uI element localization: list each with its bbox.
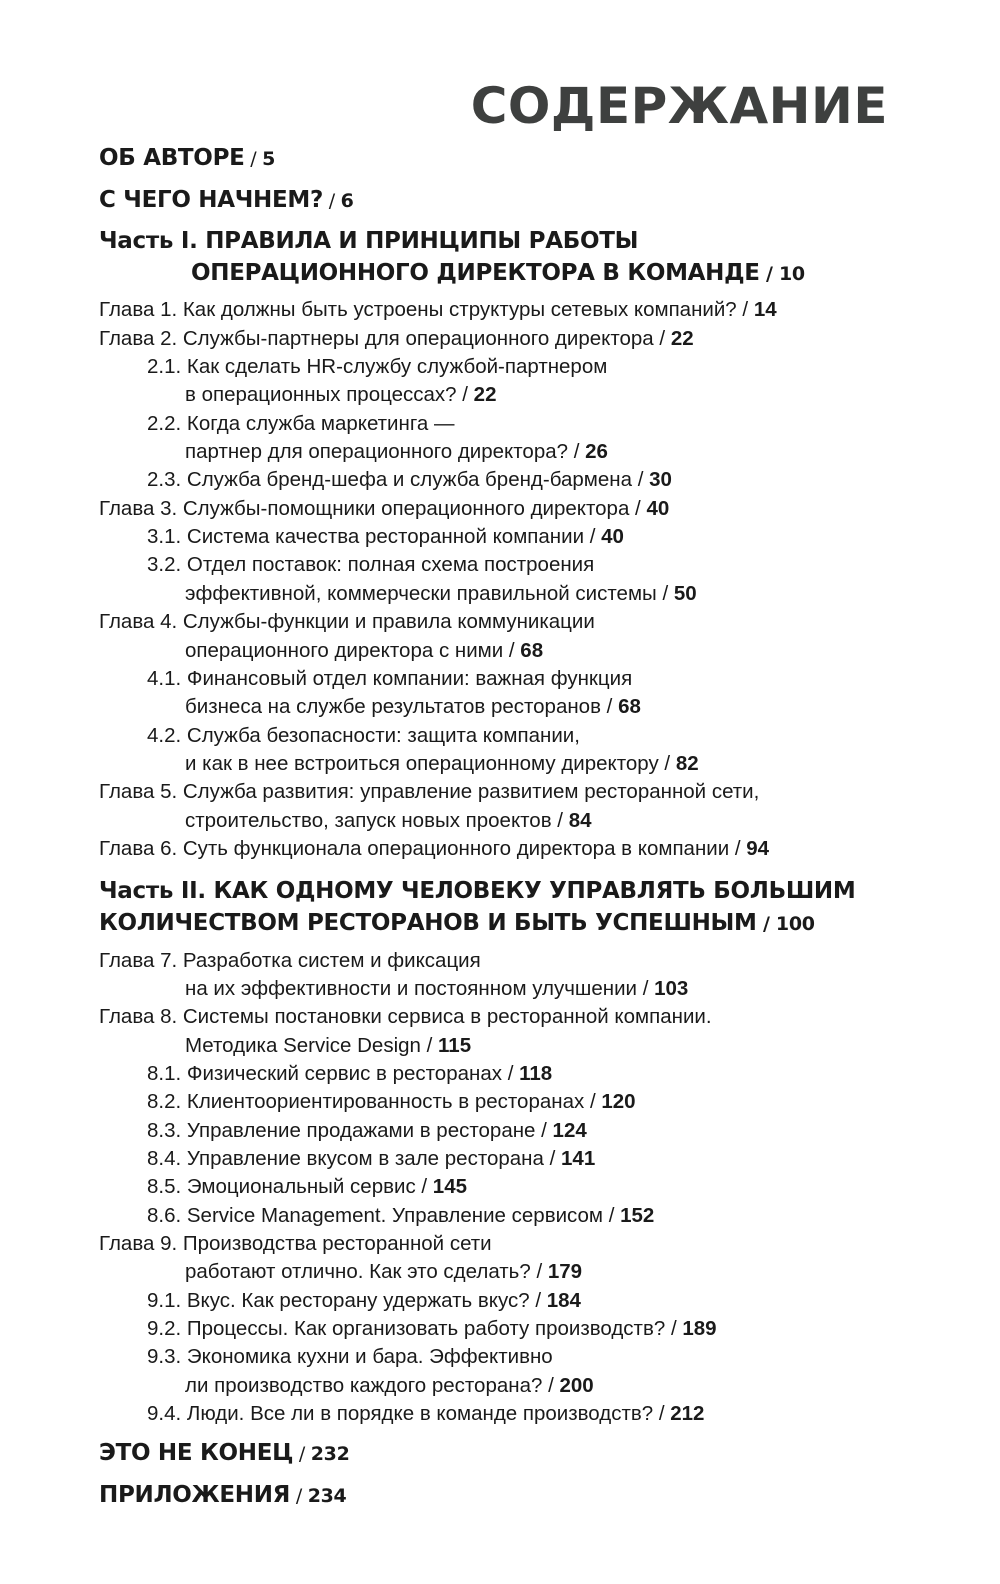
toc-chapter-2[interactable]: Глава 2. Службы-партнеры для операционного директора / 22 [99,327,694,350]
toc-section-4-1-cont[interactable]: бизнеса на службе результатов ресторанов / 68 [185,695,641,718]
toc-about-author[interactable]: ОБ АВТОРЕ / 5 [99,145,276,171]
toc-label: ОБ АВТОРЕ [99,145,245,171]
toc-section-9-2[interactable]: 9.2. Процессы. Как организовать работу производств? / 189 [147,1317,717,1340]
page-number: 152 [620,1204,655,1227]
toc-label: С ЧЕГО НАЧНЕМ? [99,187,324,213]
page-number: 234 [307,1485,347,1507]
page-number: 26 [585,440,608,463]
toc-section-9-4[interactable]: 9.4. Люди. Все ли в порядке в команде производств? / 212 [147,1402,705,1425]
toc-label: ЭТО НЕ КОНЕЦ [99,1440,294,1466]
toc-part-2-line-2[interactable]: КОЛИЧЕСТВОМ РЕСТОРАНОВ И БЫТЬ УСПЕШНЫМ / 100 [99,910,815,936]
toc-section-4-2-cont[interactable]: и как в нее встроиться операционному директору / 82 [185,752,699,775]
page-number: 120 [601,1090,636,1113]
toc-part-1-line-2[interactable]: ОПЕРАЦИОННОГО ДИРЕКТОРА В КОМАНДЕ / 10 [191,260,805,286]
page-number: 50 [673,582,697,605]
toc-section-8-4[interactable]: 8.4. Управление вкусом в зале ресторана / 141 [147,1147,596,1170]
page-number: 10 [779,263,805,285]
page-number: 118 [519,1062,553,1085]
toc-chapter-7-cont[interactable]: на их эффективности и постоянном улучшении / 103 [185,977,689,1000]
toc-section-8-5[interactable]: 8.5. Эмоциональный сервис / 145 [147,1175,468,1198]
toc-where-to-start[interactable]: С ЧЕГО НАЧНЕМ? / 6 [99,187,354,213]
toc-section-8-6[interactable]: 8.6. Service Management. Управление сервисом / 152 [147,1204,655,1227]
toc-chapter-9[interactable]: Глава 9. Производства ресторанной сети [99,1232,492,1255]
page-number: 124 [552,1119,587,1142]
toc-not-the-end[interactable]: ЭТО НЕ КОНЕЦ / 232 [99,1440,350,1466]
toc-part-1-line-1[interactable]: Часть I. ПРАВИЛА И ПРИНЦИПЫ РАБОТЫ [99,228,639,254]
page-number: 5 [262,148,276,170]
toc-section-4-2[interactable]: 4.2. Служба безопасности: защита компании, [147,724,580,747]
page-number: 100 [775,913,815,935]
toc-section-3-1[interactable]: 3.1. Система качества ресторанной компании / 40 [147,525,624,548]
page-number: 141 [561,1147,596,1170]
page-number: 68 [618,695,641,718]
toc-section-9-3-cont[interactable]: ли производство каждого ресторана? / 200 [185,1374,594,1397]
toc-label: ПРИЛОЖЕНИЯ [99,1482,291,1508]
toc-section-2-1-cont[interactable]: в операционных процессах? / 22 [185,383,497,406]
toc-section-2-3[interactable]: 2.3. Служба бренд-шефа и служба бренд-бармена / 30 [147,468,672,491]
toc-chapter-4-cont[interactable]: операционного директора с ними / 68 [185,639,544,662]
page-number: 94 [746,837,770,860]
page-number: 200 [559,1374,594,1397]
toc-chapter-1[interactable]: Глава 1. Как должны быть устроены структуры сетевых компаний? / 14 [99,298,777,321]
toc-section-2-2-cont[interactable]: партнер для операционного директора? / 26 [185,440,608,463]
toc-appendices[interactable]: ПРИЛОЖЕНИЯ / 234 [99,1482,347,1508]
toc-chapter-8-cont[interactable]: Методика Service Design / 115 [185,1034,472,1057]
page-number: 84 [568,809,592,832]
toc-section-9-3[interactable]: 9.3. Экономика кухни и бара. Эффективно [147,1345,553,1368]
page-number: 212 [670,1402,705,1425]
page-number: 232 [310,1443,350,1465]
toc-section-8-2[interactable]: 8.2. Клиентоориентированность в ресторанах / 120 [147,1090,636,1113]
page-number: 189 [682,1317,717,1340]
toc-chapter-6[interactable]: Глава 6. Суть функционала операционного директора в компании / 94 [99,837,770,860]
toc-part-2-line-1[interactable]: Часть II. КАК ОДНОМУ ЧЕЛОВЕКУ УПРАВЛЯТЬ БОЛЬШИМ [99,878,856,904]
toc-chapter-7[interactable]: Глава 7. Разработка систем и фиксация [99,949,481,972]
toc-section-3-2[interactable]: 3.2. Отдел поставок: полная схема построения [147,553,595,576]
toc-section-9-1[interactable]: 9.1. Вкус. Как ресторану удержать вкус? / 184 [147,1289,581,1312]
page-number: 22 [473,383,497,406]
page-number: 30 [649,468,672,491]
toc-section-8-3[interactable]: 8.3. Управление продажами в ресторане / 124 [147,1119,587,1142]
toc-section-8-1[interactable]: 8.1. Физический сервис в ресторанах / 118 [147,1062,553,1085]
page-number: 184 [546,1289,581,1312]
page-number: 82 [675,752,699,775]
page-number: 14 [753,298,777,321]
page-number: 145 [432,1175,468,1198]
toc-chapter-8[interactable]: Глава 8. Системы постановки сервиса в ресторанной компании. [99,1005,712,1028]
toc-section-2-2[interactable]: 2.2. Когда служба маркетинга — [147,412,455,435]
page-number: 68 [520,639,544,662]
page-number: 22 [670,327,694,350]
page-number: 115 [438,1034,472,1057]
toc-section-3-2-cont[interactable]: эффективной, коммерчески правильной системы / 50 [185,582,697,605]
page-number: 40 [646,497,670,520]
page-number: 6 [340,190,354,212]
toc-chapter-5[interactable]: Глава 5. Служба развития: управление развитием ресторанной сети, [99,780,760,803]
page-number: 40 [601,525,624,548]
toc-chapter-5-cont[interactable]: строительство, запуск новых проектов / 84 [185,809,592,832]
toc-section-2-1[interactable]: 2.1. Как сделать HR-службу службой-партнером [147,355,608,378]
page-number: 103 [654,977,689,1000]
page-number: 179 [547,1260,583,1283]
toc-chapter-3[interactable]: Глава 3. Службы-помощники операционного директора / 40 [99,497,670,520]
page-title: СОДЕРЖАНИЕ [470,77,888,135]
toc-section-4-1[interactable]: 4.1. Финансовый отдел компании: важная функция [147,667,633,690]
toc-chapter-9-cont[interactable]: работают отлично. Как это сделать? / 179 [185,1260,583,1283]
toc-chapter-4[interactable]: Глава 4. Службы-функции и правила коммуникации [99,610,595,633]
